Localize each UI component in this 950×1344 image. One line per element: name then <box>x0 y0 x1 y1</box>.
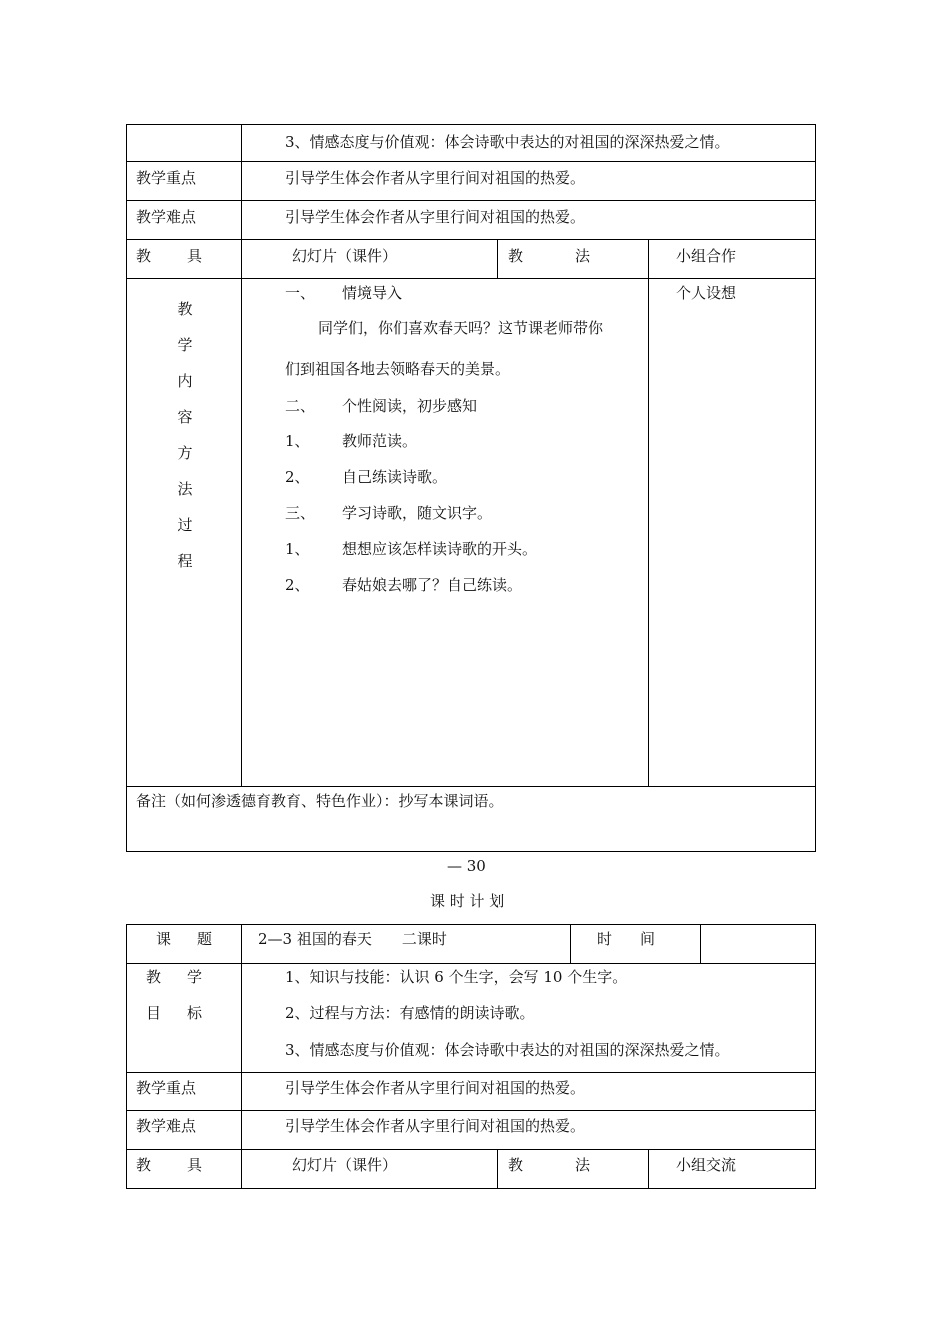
table1-outer-border <box>126 124 816 852</box>
content-line: 个性阅读，初步感知 <box>342 397 478 415</box>
tools-label-char: 具 <box>187 247 203 265</box>
goal-text: 3、情感态度与价值观：体会诗歌中表达的对祖国的深深热爱之情。 <box>285 1041 730 1059</box>
goal-label-char: 目 <box>146 1004 162 1022</box>
key-point-label: 教学重点 <box>136 169 197 187</box>
goal-label-char: 标 <box>187 1004 203 1022</box>
table1-vline <box>497 239 498 278</box>
table1-hline <box>126 278 816 279</box>
content-label-char: 容 <box>177 408 193 426</box>
table1-vline <box>241 124 242 786</box>
tools-label-char: 教 <box>136 1156 152 1174</box>
content-line: 教师范读。 <box>342 432 418 450</box>
table1-hline <box>126 161 816 162</box>
content-label-char: 方 <box>177 444 193 462</box>
table2-hline <box>126 1110 816 1111</box>
goal-text: 2、过程与方法：有感情的朗读诗歌。 <box>285 1004 535 1022</box>
method-label-char: 教 <box>508 247 524 265</box>
content-line: 春姑娘去哪了？自己练读。 <box>342 576 523 594</box>
topic-label-char: 课 <box>156 930 172 948</box>
goal-3-text: 3、情感态度与价值观：体会诗歌中表达的对祖国的深深热爱之情。 <box>285 133 730 151</box>
difficulty-text: 引导学生体会作者从字里行间对祖国的热爱。 <box>285 1117 586 1135</box>
content-num: 2、 <box>285 468 310 486</box>
time-label-char: 时 <box>597 930 613 948</box>
method-label-char: 法 <box>575 247 591 265</box>
table2-vline <box>648 1149 649 1189</box>
method-label-char: 教 <box>508 1156 524 1174</box>
goal-label-char: 教 <box>146 968 162 986</box>
table2-vline <box>497 1149 498 1189</box>
table1-vline <box>648 239 649 786</box>
table1-hline <box>126 200 816 201</box>
content-label-char: 法 <box>177 480 193 498</box>
table1-hline <box>126 786 816 787</box>
personal-design-label: 个人设想 <box>676 284 737 302</box>
table1-hline <box>126 239 816 240</box>
content-line: 学习诗歌，随文识字。 <box>342 504 493 522</box>
table2-hline <box>126 1149 816 1150</box>
table2-hline <box>126 1072 816 1073</box>
content-label-char: 过 <box>177 516 193 534</box>
content-line: 想想应该怎样读诗歌的开头。 <box>342 540 538 558</box>
content-line: 们到祖国各地去领略春天的美景。 <box>285 360 511 378</box>
table2-vline <box>241 924 242 1189</box>
difficulty-text: 引导学生体会作者从字里行间对祖国的热爱。 <box>285 208 586 226</box>
tools-label-char: 教 <box>136 247 152 265</box>
content-label-char: 程 <box>177 552 193 570</box>
difficulty-label: 教学难点 <box>136 1117 197 1135</box>
content-num: 1、 <box>285 432 310 450</box>
topic-text: 2—3 祖国的春天 二课时 <box>258 930 447 948</box>
content-num: 一、 <box>285 284 316 302</box>
key-point-label: 教学重点 <box>136 1079 197 1097</box>
plan-title: 课 时 计 划 <box>430 892 505 910</box>
method-label-char: 法 <box>575 1156 591 1174</box>
content-label-char: 内 <box>177 372 193 390</box>
method-text: 小组合作 <box>676 247 737 265</box>
table2-hline <box>126 963 816 964</box>
content-num: 三、 <box>285 504 316 522</box>
page-number: — 30 <box>447 857 486 875</box>
tools-text: 幻灯片（课件） <box>292 1156 398 1174</box>
content-line: 同学们，你们喜欢春天吗？这节课老师带你 <box>318 319 604 337</box>
table2-vline <box>570 924 571 963</box>
content-num: 2、 <box>285 576 310 594</box>
difficulty-label: 教学难点 <box>136 208 197 226</box>
content-label-char: 教 <box>177 300 193 318</box>
method-text: 小组交流 <box>676 1156 737 1174</box>
time-label-char: 间 <box>640 930 656 948</box>
goal-label-char: 学 <box>187 968 203 986</box>
tools-label-char: 具 <box>187 1156 203 1174</box>
topic-label-char: 题 <box>197 930 213 948</box>
content-line: 情境导入 <box>342 284 403 302</box>
content-label-char: 学 <box>177 336 193 354</box>
tools-text: 幻灯片（课件） <box>292 247 398 265</box>
key-point-text: 引导学生体会作者从字里行间对祖国的热爱。 <box>285 169 586 187</box>
content-num: 1、 <box>285 540 310 558</box>
content-num: 二、 <box>285 397 316 415</box>
notes-text: 备注（如何渗透德育教育、特色作业）：抄写本课词语。 <box>136 792 504 810</box>
key-point-text: 引导学生体会作者从字里行间对祖国的热爱。 <box>285 1079 586 1097</box>
table2-vline <box>700 924 701 963</box>
goal-text: 1、知识与技能：认识 6 个生字，会写 10 个生字。 <box>285 968 628 986</box>
content-line: 自己练读诗歌。 <box>342 468 448 486</box>
